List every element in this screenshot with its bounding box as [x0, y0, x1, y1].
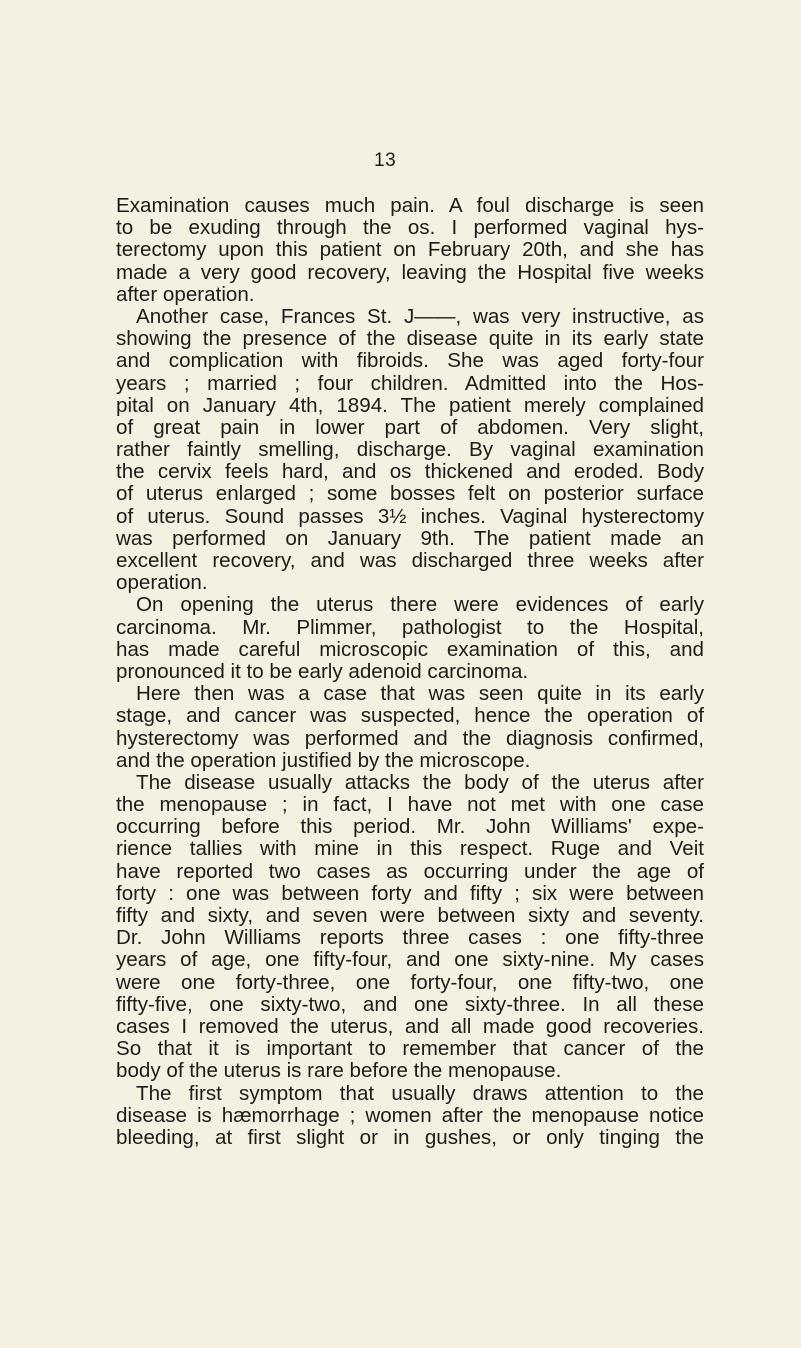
text-line: body of the uterus is rare before the menopause.: [116, 1059, 562, 1083]
text-line: years ; married ; four children. Admitted into the Hos-: [116, 371, 704, 395]
text-line: cases I removed the uterus, and all made good recoveries.: [116, 1014, 704, 1038]
text-line: Another case, Frances St. J——, was very instructive, as: [136, 304, 704, 328]
text-line: of uterus. Sound passes 3½ inches. Vaginal hysterectomy: [116, 504, 704, 528]
text-line: terectomy upon this patient on February 20th, and she has: [116, 238, 704, 262]
text-line: occurring before this period. Mr. John Williams' expe-: [116, 815, 704, 839]
text-line: was performed on January 9th. The patient made an: [116, 526, 704, 550]
text-line: and the operation justified by the microscope.: [116, 748, 531, 772]
text-line: and complication with fibroids. She was aged forty-four: [116, 349, 704, 373]
text-line: made a very good recovery, leaving the Hospital five weeks: [116, 260, 704, 284]
text-line: On opening the uterus there were evidences of early: [136, 593, 704, 617]
text-line: pronounced it to be early adenoid carcinoma.: [116, 659, 529, 683]
text-line: excellent recovery, and was discharged three weeks after: [116, 549, 704, 572]
text-line: after operation.: [116, 282, 255, 306]
text-line: pital on January 4th, 1894. The patient merely complained: [116, 393, 704, 417]
text-line: stage, and cancer was suspected, hence the operation of: [116, 704, 704, 728]
text-line: forty : one was between forty and fifty ; six were between: [116, 881, 704, 905]
text-line: disease is hæmorrhage ; women after the menopause notice: [116, 1103, 704, 1127]
text-line: operation.: [116, 571, 208, 595]
text-line: The first symptom that usually draws attention to the: [136, 1081, 704, 1105]
body-text: [116, 195, 704, 1149]
text-line: have reported two cases as occurring under the age of: [116, 859, 704, 883]
text-line: showing the presence of the disease quite in its early state: [116, 327, 704, 351]
text-line: rather faintly smelling, discharge. By vaginal examination: [116, 438, 704, 462]
text-line: were one forty-three, one forty-four, one fifty-two, one: [116, 970, 704, 994]
text-line: So that it is important to remember that cancer of the: [116, 1037, 704, 1061]
text-line: of great pain in lower part of abdomen. Very slight,: [116, 415, 704, 439]
text-line: the cervix feels hard, and os thickened and eroded. Body: [116, 460, 704, 484]
text-line: fifty-five, one sixty-two, and one sixty-three. In all these: [116, 992, 704, 1016]
text-line: carcinoma. Mr. Plimmer, pathologist to the Hospital,: [116, 615, 704, 639]
text-line: Examination causes much pain. A foul discharge is seen: [116, 194, 704, 217]
text-line: of uterus enlarged ; some bosses felt on posterior surface: [116, 482, 704, 506]
text-line: hysterectomy was performed and the diagnosis confirmed,: [116, 726, 704, 750]
text-line: years of age, one fifty-four, and one sixty-nine. My cases: [116, 948, 704, 972]
text-line: Dr. John Williams reports three cases : one fifty-three: [116, 926, 704, 950]
page-number: 13: [374, 150, 397, 171]
text-line: Here then was a case that was seen quite in its early: [136, 682, 704, 706]
text-line: rience tallies with mine in this respect. Ruge and Veit: [116, 837, 704, 861]
text-line: bleeding, at first slight or in gushes, or only tinging the: [116, 1125, 704, 1149]
text-line: fifty and sixty, and seven were between sixty and seventy.: [116, 904, 704, 927]
text-line: to be exuding through the os. I performed vaginal hys-: [116, 216, 704, 240]
text-line: has made careful microscopic examination of this, and: [116, 637, 704, 661]
text-line: The disease usually attacks the body of the uterus after: [136, 770, 704, 794]
text-line: the menopause ; in fact, I have not met with one case: [116, 793, 704, 817]
